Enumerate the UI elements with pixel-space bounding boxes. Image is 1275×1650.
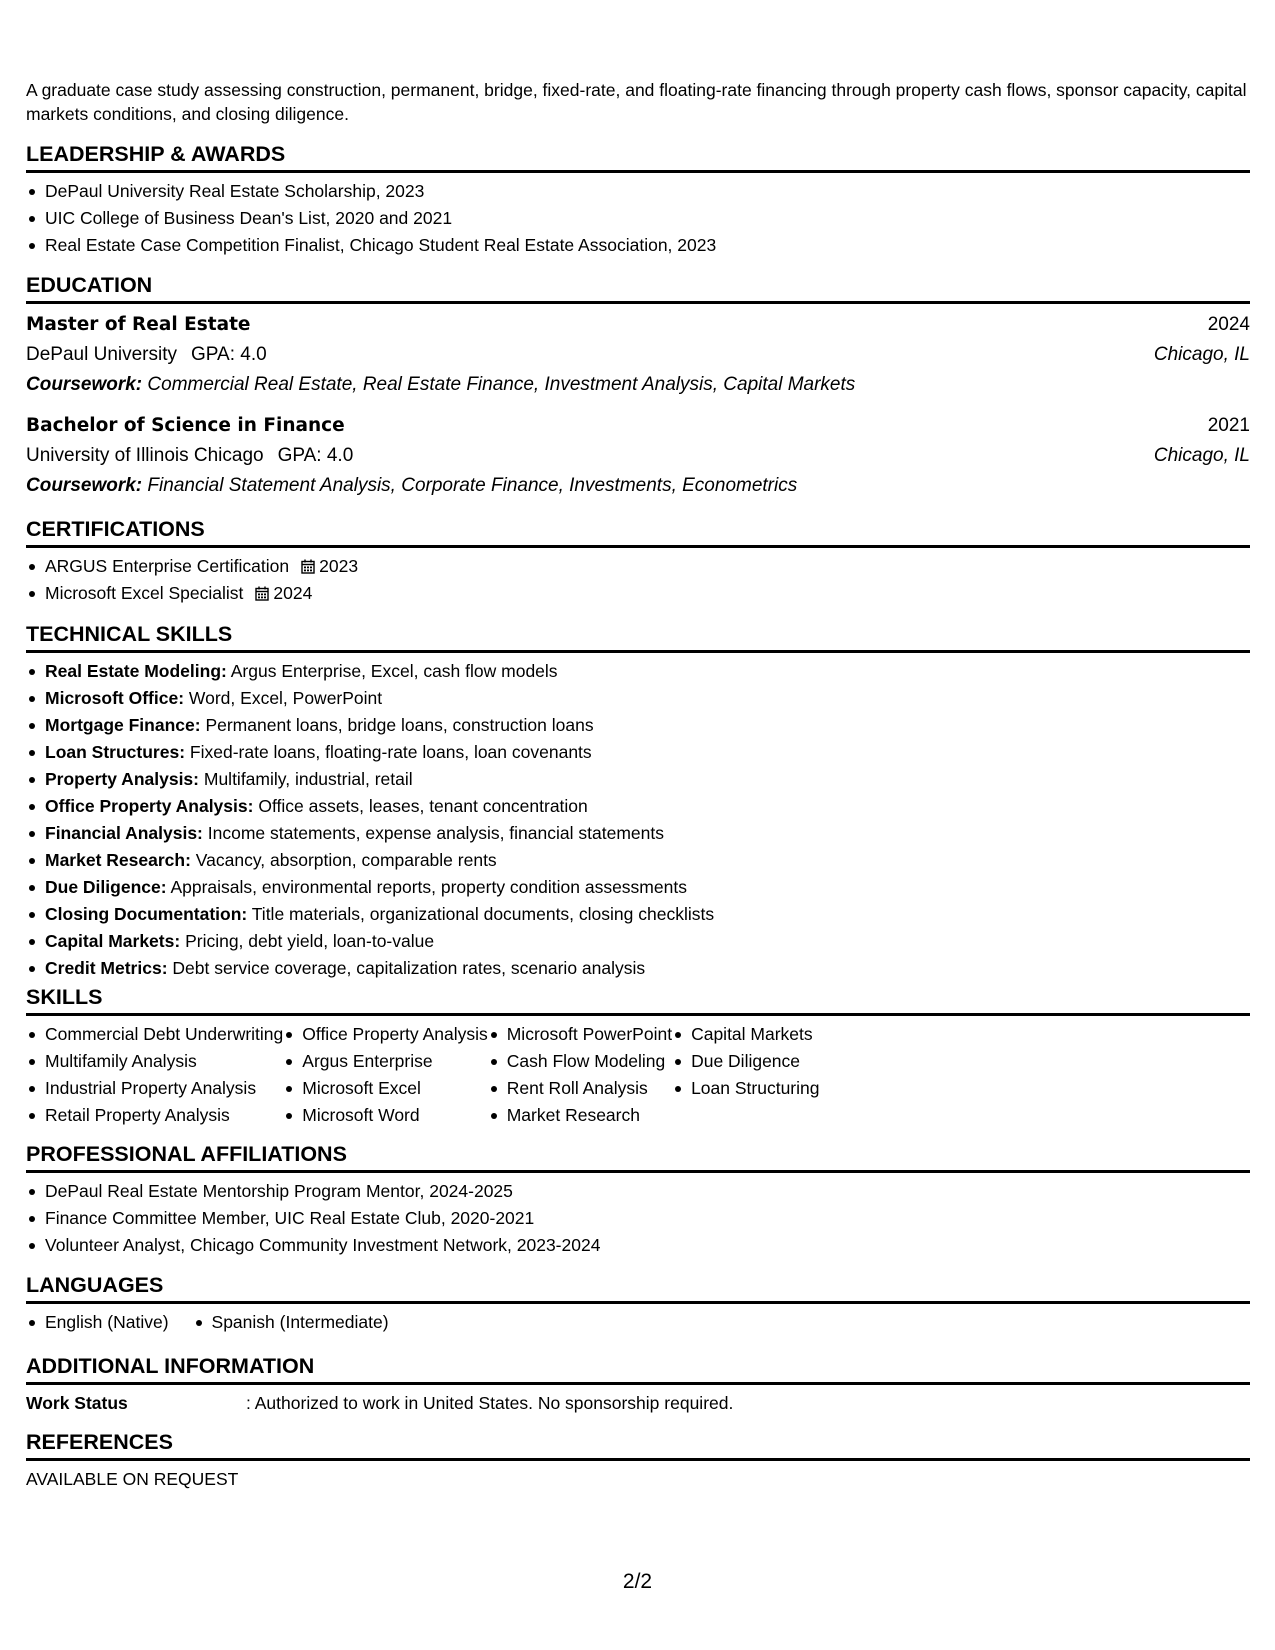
skill-label: Real Estate Modeling: [45, 661, 227, 681]
list-item: Due Diligence [672, 1048, 819, 1075]
list-item: Rent Roll Analysis [488, 1075, 672, 1102]
coursework-label: Coursework: [26, 475, 143, 496]
project-description: A graduate case study assessing construction, permanent, bridge, fixed-rate, and floating-rate financing through property cash flows, sponsor capacity, capital markets conditions, and closing diligence. [26, 80, 1247, 124]
list-item [26, 955, 1250, 982]
degree-name: Master of Real Estate [26, 314, 251, 335]
skill-value: Pricing, debt yield, loan-to-value [185, 931, 435, 951]
skill-value: Word, Excel, PowerPoint [188, 688, 383, 708]
additional-info-section [26, 1353, 1250, 1417]
list-item: Microsoft Word [283, 1102, 487, 1129]
leadership-section [26, 141, 1250, 259]
skill-label: Financial Analysis: [45, 823, 203, 843]
section-title-education: EDUCATION [26, 272, 1250, 304]
skills-column [26, 1021, 283, 1129]
affiliations-list [26, 1178, 1250, 1259]
coursework-list: Commercial Real Estate, Real Estate Finance, Investment Analysis, Capital Markets [147, 374, 856, 395]
list-item [26, 793, 1250, 820]
certification-name: Microsoft Excel Specialist [45, 583, 244, 603]
skill-label: Mortgage Finance: [45, 715, 201, 735]
list-item: Retail Property Analysis [26, 1102, 283, 1129]
skill-value: Multifamily, industrial, retail [203, 769, 413, 789]
page-number: 2/2 [622, 1570, 653, 1593]
list-item: Spanish (Intermediate) [193, 1309, 389, 1336]
gpa: GPA: 4.0 [191, 344, 267, 365]
education-entry [26, 411, 1250, 501]
coursework [26, 370, 1250, 400]
list-item: Multifamily Analysis [26, 1048, 283, 1075]
gpa: GPA: 4.0 [277, 445, 354, 466]
list-item [26, 739, 1250, 766]
skill-value: Title materials, organizational documents, closing checklists [251, 904, 715, 924]
skills-column [488, 1021, 672, 1129]
skill-value: Office assets, leases, tenant concentration [258, 796, 588, 816]
location: Chicago, IL [1153, 344, 1250, 365]
skill-label: Closing Documentation: [45, 904, 248, 924]
certifications-list [26, 553, 1250, 607]
affiliations-section [26, 1141, 1250, 1259]
skills-column [283, 1021, 487, 1129]
skill-label: Property Analysis: [45, 769, 199, 789]
list-item: UIC College of Business Dean's List, 2020 and 2021 [26, 205, 1250, 232]
graduation-year: 2024 [1207, 314, 1250, 335]
institution-name: DePaul University [26, 344, 177, 365]
section-title-skills: SKILLS [26, 984, 1250, 1016]
calendar-icon [301, 559, 315, 574]
skill-value: Vacancy, absorption, comparable rents [195, 850, 497, 870]
languages-list [26, 1309, 1250, 1336]
languages-section [26, 1272, 1250, 1336]
skill-label: Due Diligence: [45, 877, 167, 897]
list-item [26, 685, 1250, 712]
graduation-year: 2021 [1207, 415, 1250, 436]
skill-value: Fixed-rate loans, floating-rate loans, loan covenants [189, 742, 592, 762]
list-item [26, 928, 1250, 955]
location: Chicago, IL [1153, 445, 1250, 466]
list-item: Office Property Analysis [283, 1021, 487, 1048]
skill-label: Loan Structures: [45, 742, 186, 762]
list-item: Loan Structuring [672, 1075, 819, 1102]
section-title-affiliations: PROFESSIONAL AFFILIATIONS [26, 1141, 1250, 1173]
list-item [26, 874, 1250, 901]
list-item: Argus Enterprise [283, 1048, 487, 1075]
work-status-row [26, 1389, 1250, 1417]
references-section [26, 1429, 1250, 1493]
education-entry [26, 310, 1250, 400]
list-item [26, 820, 1250, 847]
list-item: Cash Flow Modeling [488, 1048, 672, 1075]
list-item: Finance Committee Member, UIC Real Estate Club, 2020-2021 [26, 1205, 1250, 1232]
list-item: Microsoft Excel [283, 1075, 487, 1102]
section-title-leadership: LEADERSHIP & AWARDS [26, 141, 1250, 173]
work-status-value: : Authorized to work in United States. No sponsorship required. [246, 1393, 734, 1413]
coursework [26, 471, 1250, 501]
list-item: Microsoft PowerPoint [488, 1021, 672, 1048]
technical-skills-section [26, 621, 1250, 982]
certification-year: 2023 [319, 556, 359, 576]
work-status-label: Work Status [26, 1393, 128, 1413]
section-title-technical-skills: TECHNICAL SKILLS [26, 621, 1250, 653]
skill-value: Debt service coverage, capitalization rates, scenario analysis [172, 958, 646, 978]
skill-value: Income statements, expense analysis, financial statements [207, 823, 664, 843]
institution-name: University of Illinois Chicago [26, 445, 264, 466]
list-item: Market Research [488, 1102, 672, 1129]
skill-label: Market Research: [45, 850, 191, 870]
certifications-section [26, 516, 1250, 607]
skill-value: Permanent loans, bridge loans, construction loans [205, 715, 594, 735]
calendar-icon [255, 586, 269, 601]
list-item: Volunteer Analyst, Chicago Community Investment Network, 2023-2024 [26, 1232, 1250, 1259]
skill-value: Appraisals, environmental reports, property condition assessments [170, 877, 687, 897]
skills-section [26, 984, 1250, 1129]
list-item [26, 901, 1250, 928]
list-item: Commercial Debt Underwriting [26, 1021, 283, 1048]
list-item: Capital Markets [672, 1021, 819, 1048]
section-title-languages: LANGUAGES [26, 1272, 1250, 1304]
skill-label: Office Property Analysis: [45, 796, 254, 816]
skills-column [672, 1021, 819, 1129]
certification-name: ARGUS Enterprise Certification [45, 556, 290, 576]
references-text: AVAILABLE ON REQUEST [26, 1469, 239, 1489]
list-item [26, 580, 1250, 607]
list-item: Industrial Property Analysis [26, 1075, 283, 1102]
skill-value: Argus Enterprise, Excel, cash flow models [230, 661, 558, 681]
list-item: English (Native) [26, 1309, 169, 1336]
coursework-list: Financial Statement Analysis, Corporate Finance, Investments, Econometrics [147, 475, 798, 496]
list-item: DePaul University Real Estate Scholarship, 2023 [26, 178, 1250, 205]
skill-label: Microsoft Office: [45, 688, 185, 708]
certification-year: 2024 [273, 583, 313, 603]
coursework-label: Coursework: [26, 374, 143, 395]
skill-label: Capital Markets: [45, 931, 181, 951]
technical-skills-list [26, 658, 1250, 982]
list-item [26, 712, 1250, 739]
education-section [26, 272, 1250, 501]
section-title-references: REFERENCES [26, 1429, 1250, 1461]
list-item: Real Estate Case Competition Finalist, Chicago Student Real Estate Association, 2023 [26, 232, 1250, 259]
list-item [26, 847, 1250, 874]
list-item [26, 658, 1250, 685]
list-item: DePaul Real Estate Mentorship Program Mentor, 2024-2025 [26, 1178, 1250, 1205]
leadership-list [26, 178, 1250, 259]
section-title-certifications: CERTIFICATIONS [26, 516, 1250, 548]
list-item [26, 553, 1250, 580]
skill-label: Credit Metrics: [45, 958, 168, 978]
section-title-additional: ADDITIONAL INFORMATION [26, 1353, 1250, 1385]
list-item [26, 766, 1250, 793]
degree-name: Bachelor of Science in Finance [26, 415, 345, 436]
skills-grid [26, 1021, 1250, 1129]
